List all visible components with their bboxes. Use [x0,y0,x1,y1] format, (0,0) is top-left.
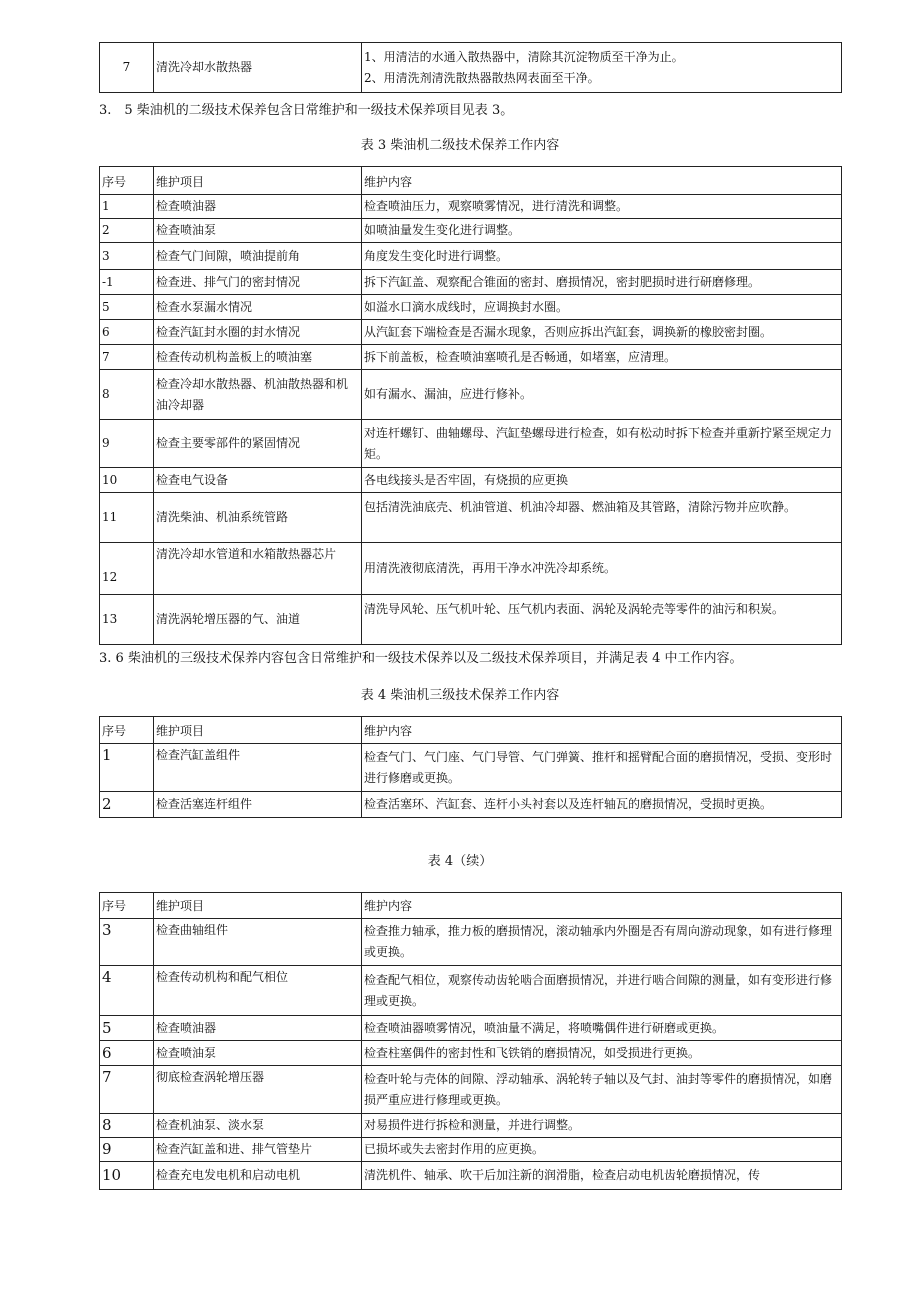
row-no: 9 [100,420,154,468]
row-no: 2 [100,219,154,243]
table-row [100,295,842,320]
row-no: 9 [100,1138,154,1162]
row-content: 拆下汽缸盖、观察配合锥面的密封、磨损情况，密封肥损时进行研磨修理。 [362,270,842,295]
table-row [100,420,842,468]
row-item: 清洗冷却水管道和水箱散热器芯片 [154,543,362,595]
row-item: 检查汽缸盖和进、排气管垫片 [154,1138,362,1162]
header-content: 维护内容 [362,167,842,195]
content-line: 2、用清洗剂清洗散热器散热网表面至干净。 [364,70,600,85]
table4-caption: 表 4 柴油机三级技术保养工作内容 [360,688,560,703]
row-item: 检查电气设备 [154,468,362,493]
row-content: 检查喷油压力，观察喷雾情况，进行清洗和调整。 [362,195,842,219]
table-row [100,1114,842,1138]
table-row [100,243,842,270]
table-header-row [100,167,842,195]
table-row [100,1138,842,1162]
row-item: 检查机油泵、淡水泵 [154,1114,362,1138]
table-row [100,370,842,420]
row-item: 检查喷油泵 [154,219,362,243]
table-row [100,792,842,818]
row-item: 检查冷却水散热器、机油散热器和机油冷却器 [154,370,362,420]
row-content: 如溢水口滴水成线时，应调换封水圈。 [362,295,842,320]
row-content: 拆下前盖板，检查喷油塞喷孔是否畅通，如堵塞，应清理。 [362,345,842,370]
row-content: 检查配气相位，观察传动齿轮啮合面磨损情况，并进行啮合间隙的测量，如有变形进行修理或更换。 [362,966,842,1016]
row-no: 13 [100,595,154,645]
row-item: 检查喷油泵 [154,1041,362,1066]
header-no: 序号 [100,717,154,744]
row-item: 彻底检查涡轮增压器 [154,1066,362,1114]
table-row [100,468,842,493]
row-no: 6 [100,1041,154,1066]
header-content: 维护内容 [362,717,842,744]
table4 [99,716,842,818]
table-row [100,43,842,93]
row-no: 5 [100,1016,154,1041]
row-item: 检查传动机构和配气相位 [154,966,362,1016]
row-no: -1 [100,270,154,295]
table-row [100,744,842,792]
table-row [100,270,842,295]
row-content: 对连杆螺钉、曲轴螺母、汽缸垫螺母进行检查，如有松动时拆下检查并重新拧紧至规定力矩。 [362,420,842,468]
row-content: 检查叶轮与壳体的间隙、浮动轴承、涡轮转子轴以及气封、油封等零件的磨损情况，如磨损严重应进行修理或更换。 [362,1066,842,1114]
row-no: 7 [100,43,154,93]
row-no: 7 [100,345,154,370]
row-content: 角度发生变化时进行调整。 [362,243,842,270]
table-row [100,219,842,243]
row-content: 用清洗液彻底清洗，再用干净水冲洗冷却系统。 [362,543,842,595]
row-content: 检查柱塞偶件的密封性和飞铁销的磨损情况，如受损进行更换。 [362,1041,842,1066]
row-no: 1 [100,744,154,792]
row-no: 7 [100,1066,154,1114]
row-item: 检查喷油器 [154,1016,362,1041]
header-content: 维护内容 [362,893,842,919]
row-content: 检查喷油器喷雾情况，喷油量不满足，将喷嘴偶件进行研磨或更换。 [362,1016,842,1041]
row-no: 6 [100,320,154,345]
row-content: 已损坏或失去密封作用的应更换。 [362,1138,842,1162]
table-row [100,320,842,345]
row-item: 检查喷油器 [154,195,362,219]
header-item: 维护项目 [154,167,362,195]
row-content: 清洗机件、轴承、吹干后加注新的润滑脂，检查启动电机齿轮磨损情况，传 [362,1162,842,1190]
paragraph-3-6: 3. 6 柴油机的三级技术保养内容包含日常维护和一级技术保养以及二级技术保养项目，并满足表 4 中工作内容。 [99,651,743,666]
header-item: 维护项目 [154,717,362,744]
table-row [100,966,842,1016]
row-content: 检查活塞环、汽缸套、连杆小头衬套以及连杆轴瓦的磨损情况，受损时更换。 [362,792,842,818]
table-row [100,493,842,543]
row-item: 检查汽缸盖组件 [154,744,362,792]
row-no: 10 [100,468,154,493]
header-item: 维护项目 [154,893,362,919]
row-no: 3 [100,243,154,270]
row-no: 12 [100,543,154,595]
table4-continued [99,892,842,1190]
row-item: 检查充电发电机和启动电机 [154,1162,362,1190]
table-row [100,195,842,219]
table4-continued-caption: 表 4（续） [427,854,493,869]
table-header-row [100,893,842,919]
row-item: 清洗冷却水散热器 [154,43,362,93]
row-no: 10 [100,1162,154,1190]
table-row [100,1162,842,1190]
row-item: 检查传动机构盖板上的喷油塞 [154,345,362,370]
table-row [100,595,842,645]
row-no: 11 [100,493,154,543]
row-content: 各电线接头是否牢固，有烧损的应更换 [362,468,842,493]
row-no: 1 [100,195,154,219]
header-no: 序号 [100,893,154,919]
content-line: 1、用清洁的水通入散热器中，清除其沉淀物质至干净为止。 [364,49,684,64]
row-item: 检查汽缸封水圈的封水情况 [154,320,362,345]
table-row [100,1016,842,1041]
row-content: 检查气门、气门座、气门导管、气门弹簧、推杆和摇臂配合面的磨损情况，受损、变形时进行修磨或更换。 [362,744,842,792]
table-row [100,1041,842,1066]
row-item: 清洗柴油、机油系统管路 [154,493,362,543]
row-item: 检查气门间隙，喷油提前角 [154,243,362,270]
table-row [100,1066,842,1114]
row-no: 5 [100,295,154,320]
table-header-row [100,717,842,744]
row-content: 对易损件进行拆检和测量，并进行调整。 [362,1114,842,1138]
row-no: 3 [100,919,154,966]
row-item: 检查水泵漏水情况 [154,295,362,320]
row-content [362,43,842,93]
table-row [100,345,842,370]
table3 [99,166,842,645]
row-no: 8 [100,1114,154,1138]
row-content: 如喷油量发生变化进行调整。 [362,219,842,243]
paragraph-3-5: 3. 5 柴油机的二级技术保养包含日常维护和一级技术保养项目见表 3。 [99,103,514,118]
table3-caption: 表 3 柴油机二级技术保养工作内容 [360,138,560,153]
row-no: 4 [100,966,154,1016]
header-no: 序号 [100,167,154,195]
row-content: 检查推力轴承，推力板的磨损情况，滚动轴承内外圈是否有周向游动现象，如有进行修理或更换。 [362,919,842,966]
row-content: 清洗导风轮、压气机叶轮、压气机内表面、涡轮及涡轮壳等零件的油污和积炭。 [362,595,842,645]
row-content: 包括清洗油底壳、机油管道、机油冷却器、燃油箱及其管路，清除污物并应吹静。 [362,493,842,543]
row-no: 8 [100,370,154,420]
row-no: 2 [100,792,154,818]
table-row [100,543,842,595]
row-item: 检查曲轴组件 [154,919,362,966]
row-content: 从汽缸套下端检查是否漏水现象，否则应拆出汽缸套，调换新的橡胶密封圈。 [362,320,842,345]
row-item: 检查活塞连杆组件 [154,792,362,818]
row-item: 清洗涡轮增压器的气、油道 [154,595,362,645]
top-table [99,42,842,93]
table-row [100,919,842,966]
row-item: 检查进、排气门的密封情况 [154,270,362,295]
row-content: 如有漏水、漏油，应进行修补。 [362,370,842,420]
row-item: 检查主要零部件的紧固情况 [154,420,362,468]
